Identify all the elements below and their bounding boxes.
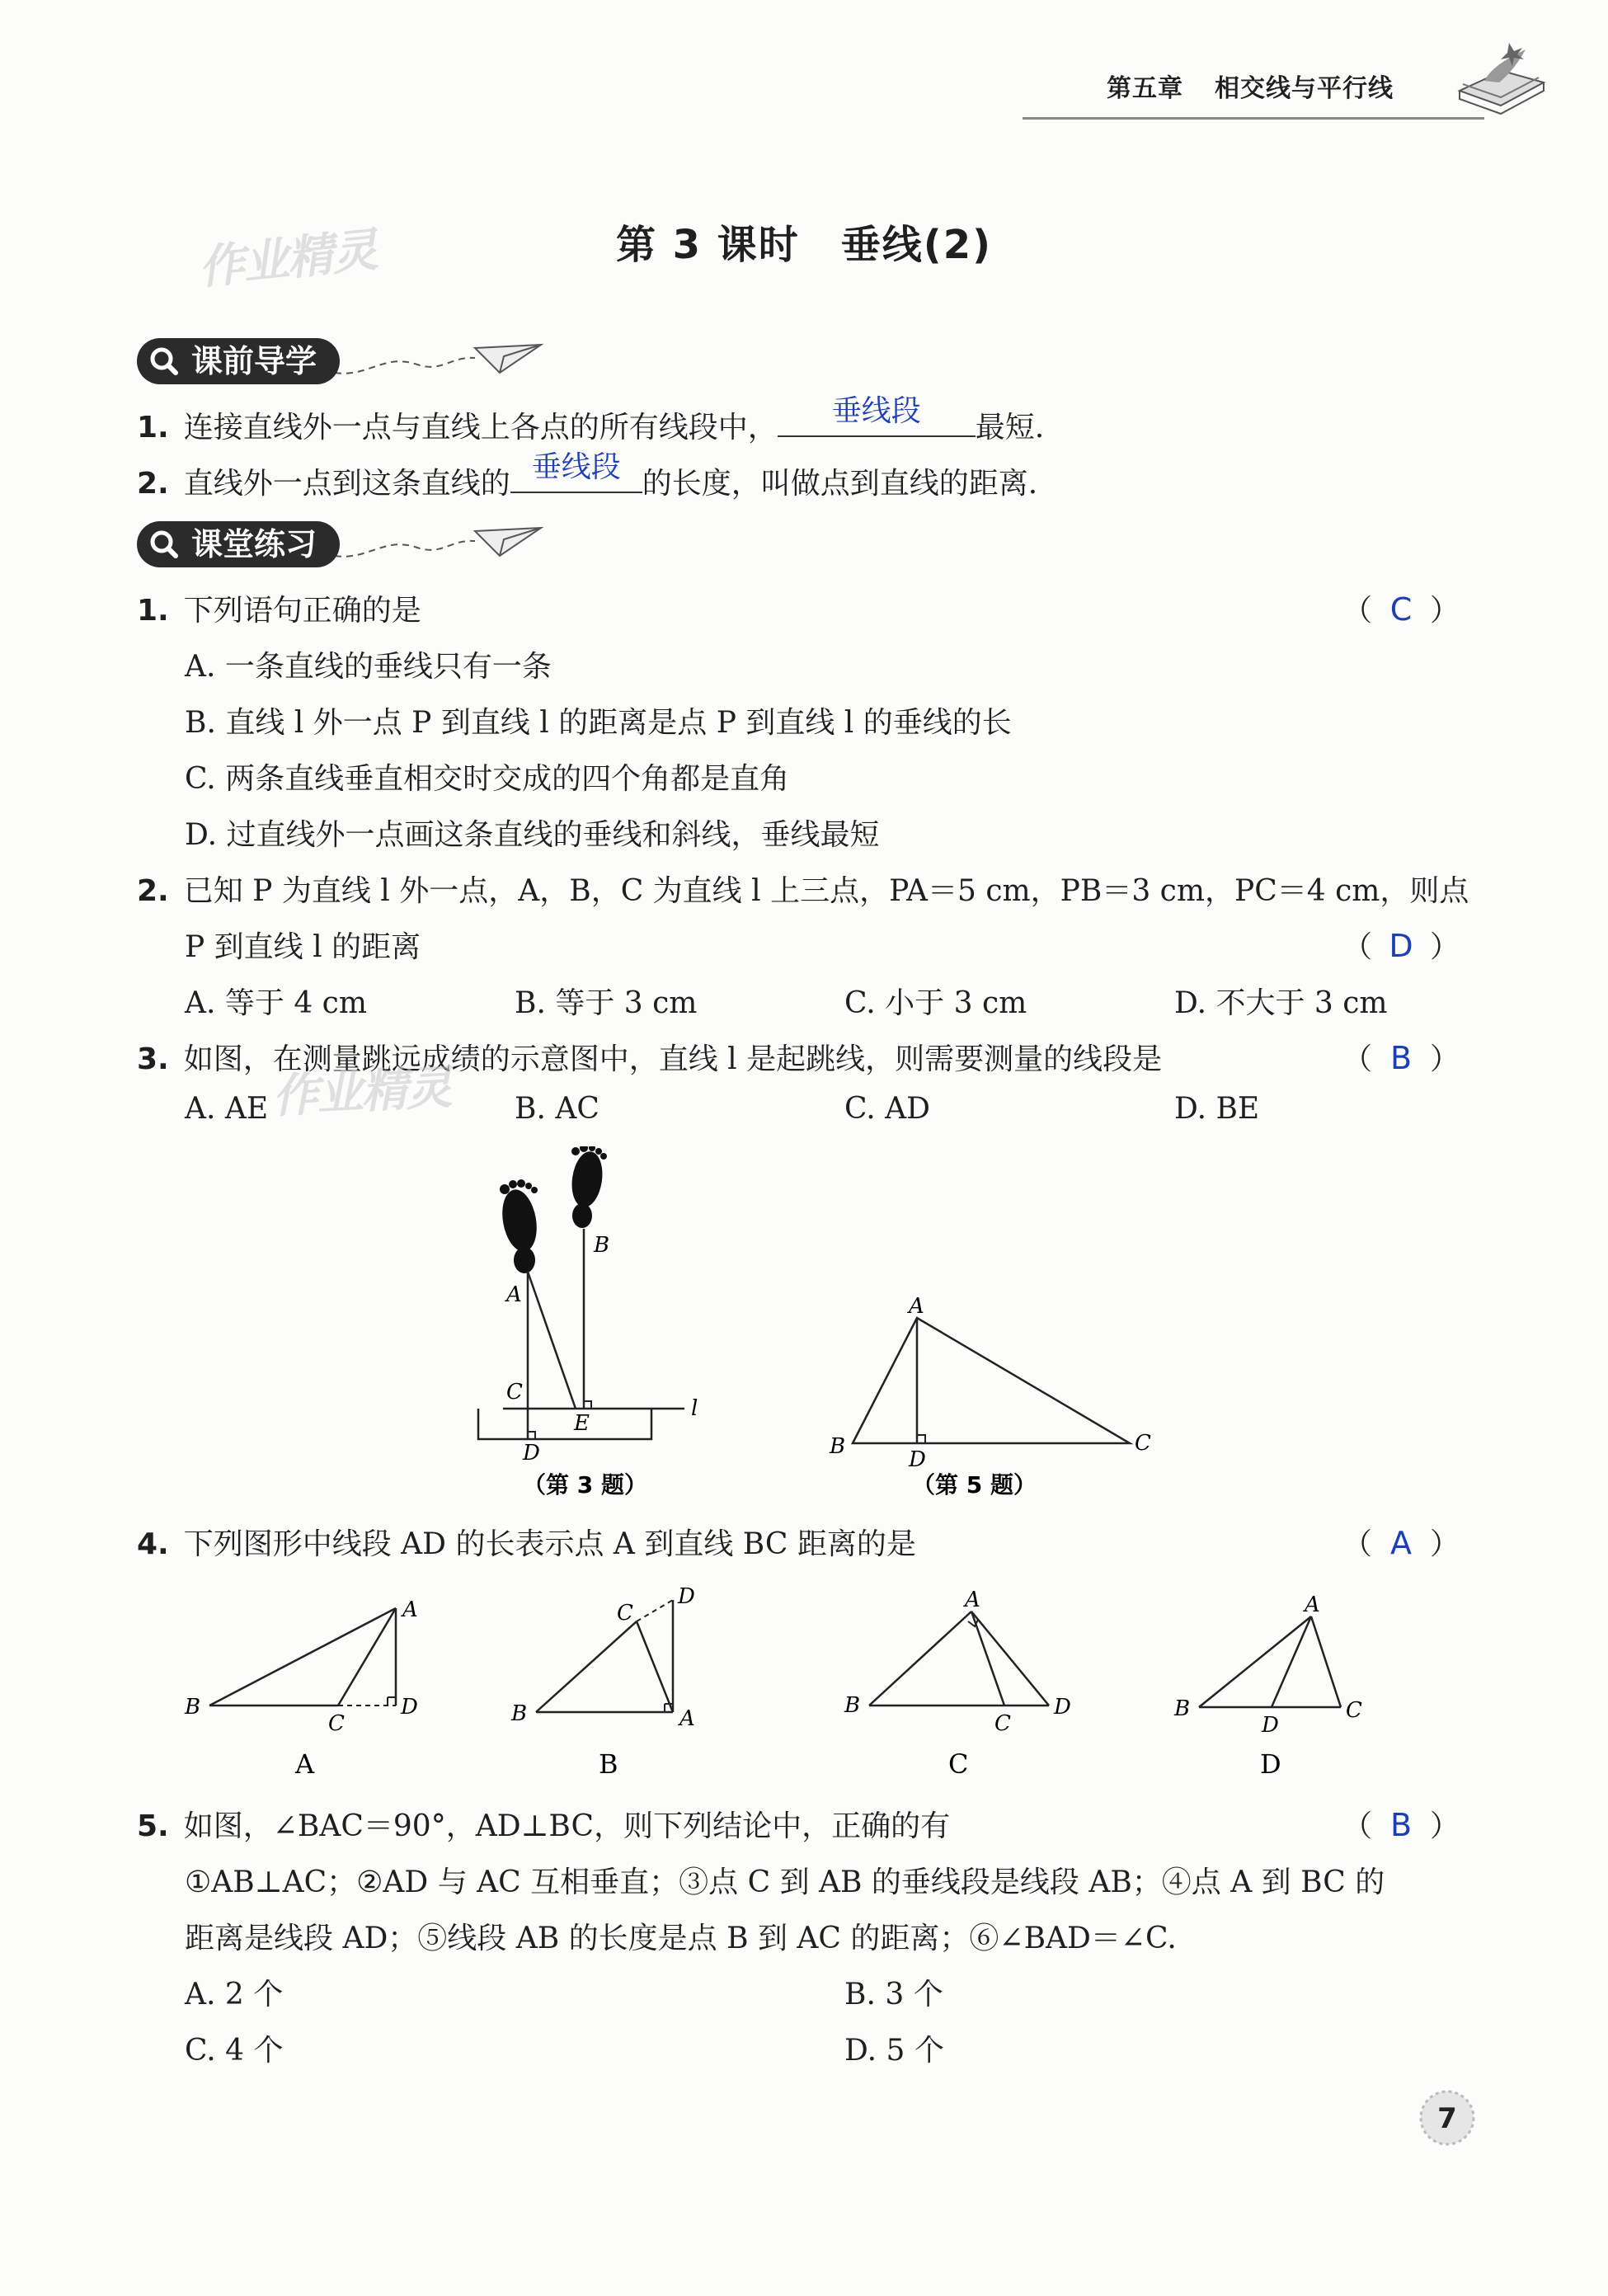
q4-figure-a <box>173 1583 445 1781</box>
q1-option-a: A. 一条直线的垂线只有一条 <box>185 650 552 684</box>
label-A: A <box>909 1295 924 1319</box>
chapter-label: 第五章 <box>1107 74 1183 103</box>
pre-item-2: 2. 直线外一点到这条直线的 垂线段 的长度，叫做点到直线的距离. <box>137 450 1038 501</box>
section-title-class: 课堂练习 <box>191 526 317 562</box>
answer-bracket-3: （ B ） <box>1342 1040 1460 1076</box>
question-3: 3. 如图，在测量跳远成绩的示意图中，直线 l 是起跳线，则需要测量的线段是 <box>137 1042 1163 1076</box>
footprint-icon <box>498 1146 610 1273</box>
section-banner-pre <box>137 338 549 384</box>
figure-q3 <box>429 1146 726 1509</box>
svg-text:D: D <box>678 1584 695 1609</box>
q1-option-b: B. 直线 l 外一点 P 到直线 l 的距离是点 P 到直线 l 的垂线的长 <box>185 706 1012 740</box>
label-A: A <box>506 1282 522 1307</box>
svg-text:D: D <box>401 1695 418 1720</box>
svg-text:C: C <box>994 1711 1011 1736</box>
answer-blank: 垂线段 <box>778 402 976 437</box>
q1-option-d: D. 过直线外一点画这条直线的垂线和斜线，垂线最短 <box>185 818 880 852</box>
caption-a: A <box>295 1748 315 1780</box>
header-rule <box>1023 117 1484 120</box>
caption-d: D <box>1260 1748 1281 1780</box>
paper-plane-icon <box>335 520 549 569</box>
page-number: 7 <box>1437 2102 1457 2135</box>
pre-item-1: 1. 连接直线外一点与直线上各点的所有线段中， 垂线段 最短. <box>137 394 1045 445</box>
section-banner-class <box>137 521 549 567</box>
q3-option-c: C. AD <box>844 1092 931 1126</box>
svg-text:C: C <box>1346 1698 1362 1723</box>
svg-text:A: A <box>965 1588 980 1612</box>
caption-c: C <box>948 1748 969 1780</box>
q2-option-b: B. 等于 3 cm <box>515 986 698 1020</box>
svg-text:B: B <box>844 1693 861 1718</box>
q5-option-b: B. 3 个 <box>844 1978 943 2011</box>
q5-option-a: A. 2 个 <box>185 1978 284 2011</box>
question-2: 2. 已知 P 为直线 l 外一点，A，B，C 为直线 l 上三点，PA＝5 cm，PB＝3 cm，PC＝4 cm，则点 <box>137 874 1469 908</box>
label-E: E <box>574 1411 590 1436</box>
paper-plane-icon <box>335 336 549 386</box>
q4-figure-b <box>503 1583 742 1781</box>
books-icon <box>1451 33 1550 124</box>
svg-text:B: B <box>185 1695 201 1720</box>
svg-text:D: D <box>1054 1695 1071 1720</box>
question-5-body-2: 距离是线段 AD；⑤线段 AB 的长度是点 B 到 AC 的距离；⑥∠BAD＝∠C. <box>185 1922 1177 1955</box>
topic-label: 相交线与平行线 <box>1215 74 1394 103</box>
magnifier-icon <box>147 345 180 378</box>
q3-option-a: A. AE <box>185 1092 269 1126</box>
page-title: 第 3 课时 垂线(2) <box>615 222 993 268</box>
figure-caption-3: （第 3 题） <box>523 1471 647 1499</box>
svg-text:A: A <box>402 1597 418 1622</box>
magnifier-icon <box>147 528 180 561</box>
label-B: B <box>594 1233 610 1258</box>
label-l: l <box>691 1396 698 1421</box>
watermark: 作业精灵 <box>195 223 379 296</box>
q4-figure-c <box>833 1583 1097 1781</box>
svg-text:A: A <box>679 1706 695 1731</box>
question-2-line2: P 到直线 l 的距离 <box>185 930 421 964</box>
svg-text:C: C <box>617 1601 633 1626</box>
q4-figure-d <box>1163 1583 1410 1781</box>
label-C: C <box>506 1380 523 1404</box>
running-header <box>1107 68 1394 104</box>
page-number-badge <box>1410 2078 1484 2152</box>
q2-option-c: C. 小于 3 cm <box>844 986 1027 1020</box>
watermark: 作业精灵 <box>270 1061 452 1124</box>
figure-q5 <box>816 1295 1163 1509</box>
answer-bracket-5: （ B ） <box>1342 1807 1460 1843</box>
label-B: B <box>830 1434 846 1459</box>
svg-text:A: A <box>1305 1593 1320 1617</box>
q3-option-b: B. AC <box>515 1092 599 1126</box>
question-4: 4. 下列图形中线段 AD 的长表示点 A 到直线 BC 距离的是 <box>137 1527 916 1561</box>
answer-bracket-4: （ A ） <box>1342 1525 1460 1561</box>
answer-bracket-1: （ C ） <box>1342 591 1460 628</box>
caption-b: B <box>599 1748 618 1780</box>
q3-option-d: D. BE <box>1174 1092 1260 1126</box>
label-D: D <box>523 1441 540 1466</box>
question-5: 5. 如图，∠BAC＝90°，AD⊥BC，则下列结论中，正确的有 <box>137 1809 951 1843</box>
svg-text:B: B <box>1174 1696 1191 1721</box>
q1-option-c: C. 两条直线垂直相交时交成的四个角都是直角 <box>185 762 790 796</box>
svg-text:C: C <box>328 1711 345 1736</box>
q5-option-c: C. 4 个 <box>185 2034 284 2068</box>
figure-caption-5: （第 5 题） <box>912 1471 1037 1499</box>
svg-text:D: D <box>1262 1713 1279 1738</box>
label-C: C <box>1135 1431 1151 1456</box>
question-1: 1. 下列语句正确的是 <box>137 594 421 628</box>
label-D: D <box>909 1447 926 1472</box>
q2-option-a: A. 等于 4 cm <box>185 986 367 1020</box>
answer-bracket-2: （ D ） <box>1342 928 1460 964</box>
section-title-pre: 课前导学 <box>191 343 317 379</box>
q2-option-d: D. 不大于 3 cm <box>1174 986 1388 1020</box>
q5-option-d: D. 5 个 <box>844 2034 944 2068</box>
answer-blank: 垂线段 <box>510 459 642 493</box>
svg-text:B: B <box>511 1701 528 1726</box>
question-5-body-1: ①AB⊥AC；②AD 与 AC 互相垂直；③点 C 到 AB 的垂线段是线段 AB；④点 A 到 BC 的 <box>185 1866 1385 1899</box>
